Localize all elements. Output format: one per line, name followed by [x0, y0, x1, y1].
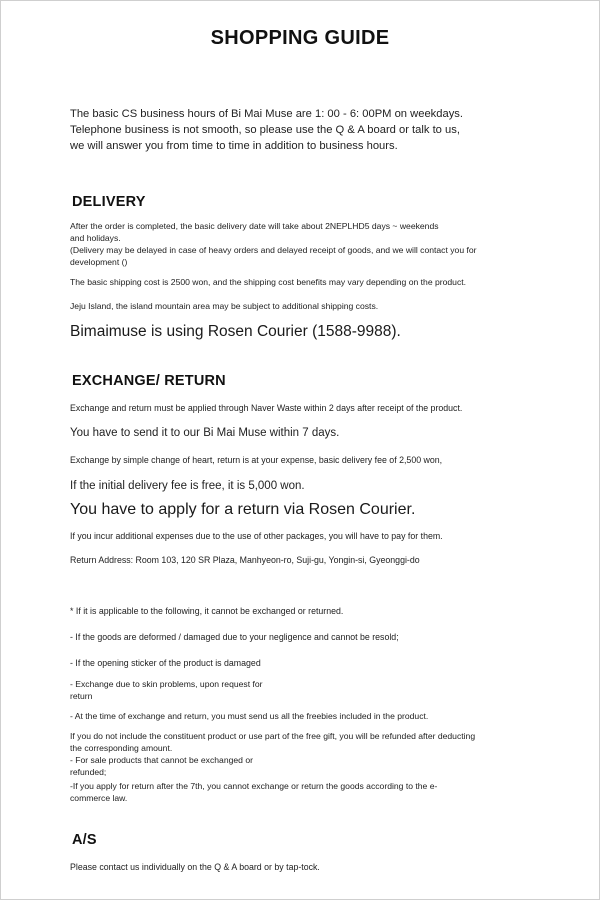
exchange-text-6: If you incur additional expenses due to the use of other packages, you will have to pay for them. — [70, 531, 443, 541]
delivery-text-2 — [70, 245, 540, 268]
intro-line: we will answer you from time to time in addition to business hours. — [70, 140, 398, 152]
condition-line: - For sale products that cannot be exchanged or — [70, 755, 253, 765]
conditions-intro: * If it is applicable to the following, it cannot be exchanged or returned. — [70, 606, 344, 616]
delivery-line: development () — [70, 256, 128, 267]
delivery-courier: Bimaimuse is using Rosen Courier (1588-9988). — [70, 323, 401, 340]
exchange-heading: EXCHANGE/ RETURN — [72, 373, 226, 389]
condition-line: commerce law. — [70, 792, 128, 803]
condition-line: -If you apply for return after the 7th, you cannot exchange or return the goods according to the e- — [70, 781, 438, 791]
condition-line: - Exchange due to skin problems, upon request for — [70, 679, 263, 689]
delivery-line: (Delivery may be delayed in case of heavy orders and delayed receipt of goods, and we will contact you for — [70, 245, 477, 255]
condition-item: - If the opening sticker of the product is damaged — [70, 658, 261, 668]
condition-line: refunded; — [70, 766, 107, 777]
delivery-text-1 — [70, 221, 540, 244]
intro-line: Telephone business is not smooth, so please use the Q & A board or talk to us, — [70, 124, 460, 136]
exchange-text-5: You have to apply for a return via Rosen Courier. — [70, 501, 416, 518]
condition-item: - At the time of exchange and return, you must send us all the freebies included in the product. — [70, 711, 429, 721]
exchange-text-2: You have to send it to our Bi Mai Muse within 7 days. — [70, 427, 340, 439]
delivery-line: After the order is completed, the basic delivery date will take about 2NEPLHD5 days ~ weekends — [70, 221, 439, 231]
delivery-line: and holidays. — [70, 232, 121, 243]
condition-item: - If the goods are deformed / damaged due to your negligence and cannot be resold; — [70, 632, 399, 642]
delivery-heading: DELIVERY — [72, 194, 146, 210]
intro-section — [70, 106, 540, 154]
condition-line: return — [70, 690, 93, 701]
condition-item — [70, 781, 540, 804]
condition-item — [70, 755, 540, 778]
intro-line: The basic CS business hours of Bi Mai Muse are 1: 00 - 6: 00PM on weekdays. — [70, 108, 463, 120]
exchange-text-4: If the initial delivery fee is free, it is 5,000 won. — [70, 480, 305, 492]
delivery-jeju-note: Jeju Island, the island mountain area may be subject to additional shipping costs. — [70, 301, 379, 311]
condition-item — [70, 731, 540, 754]
condition-line: If you do not include the constituent product or use part of the free gift, you will be refunded after deducting — [70, 731, 476, 741]
return-address: Return Address: Room 103, 120 SR Plaza, Manhyeon-ro, Suji-gu, Yongin-si, Gyeonggi-do — [70, 555, 420, 565]
delivery-shipping-cost: The basic shipping cost is 2500 won, and the shipping cost benefits may vary depending on the product. — [70, 277, 467, 287]
page-title: SHOPPING GUIDE — [210, 27, 390, 49]
condition-line: the corresponding amount. — [70, 742, 173, 753]
exchange-text-1: Exchange and return must be applied through Naver Waste within 2 days after receipt of the product. — [70, 403, 463, 413]
as-text: Please contact us individually on the Q & A board or by tap-tock. — [70, 862, 320, 872]
condition-item — [70, 679, 540, 702]
as-heading: A/S — [72, 832, 97, 848]
exchange-text-3: Exchange by simple change of heart, return is at your expense, basic delivery fee of 2,500 won, — [70, 455, 443, 465]
